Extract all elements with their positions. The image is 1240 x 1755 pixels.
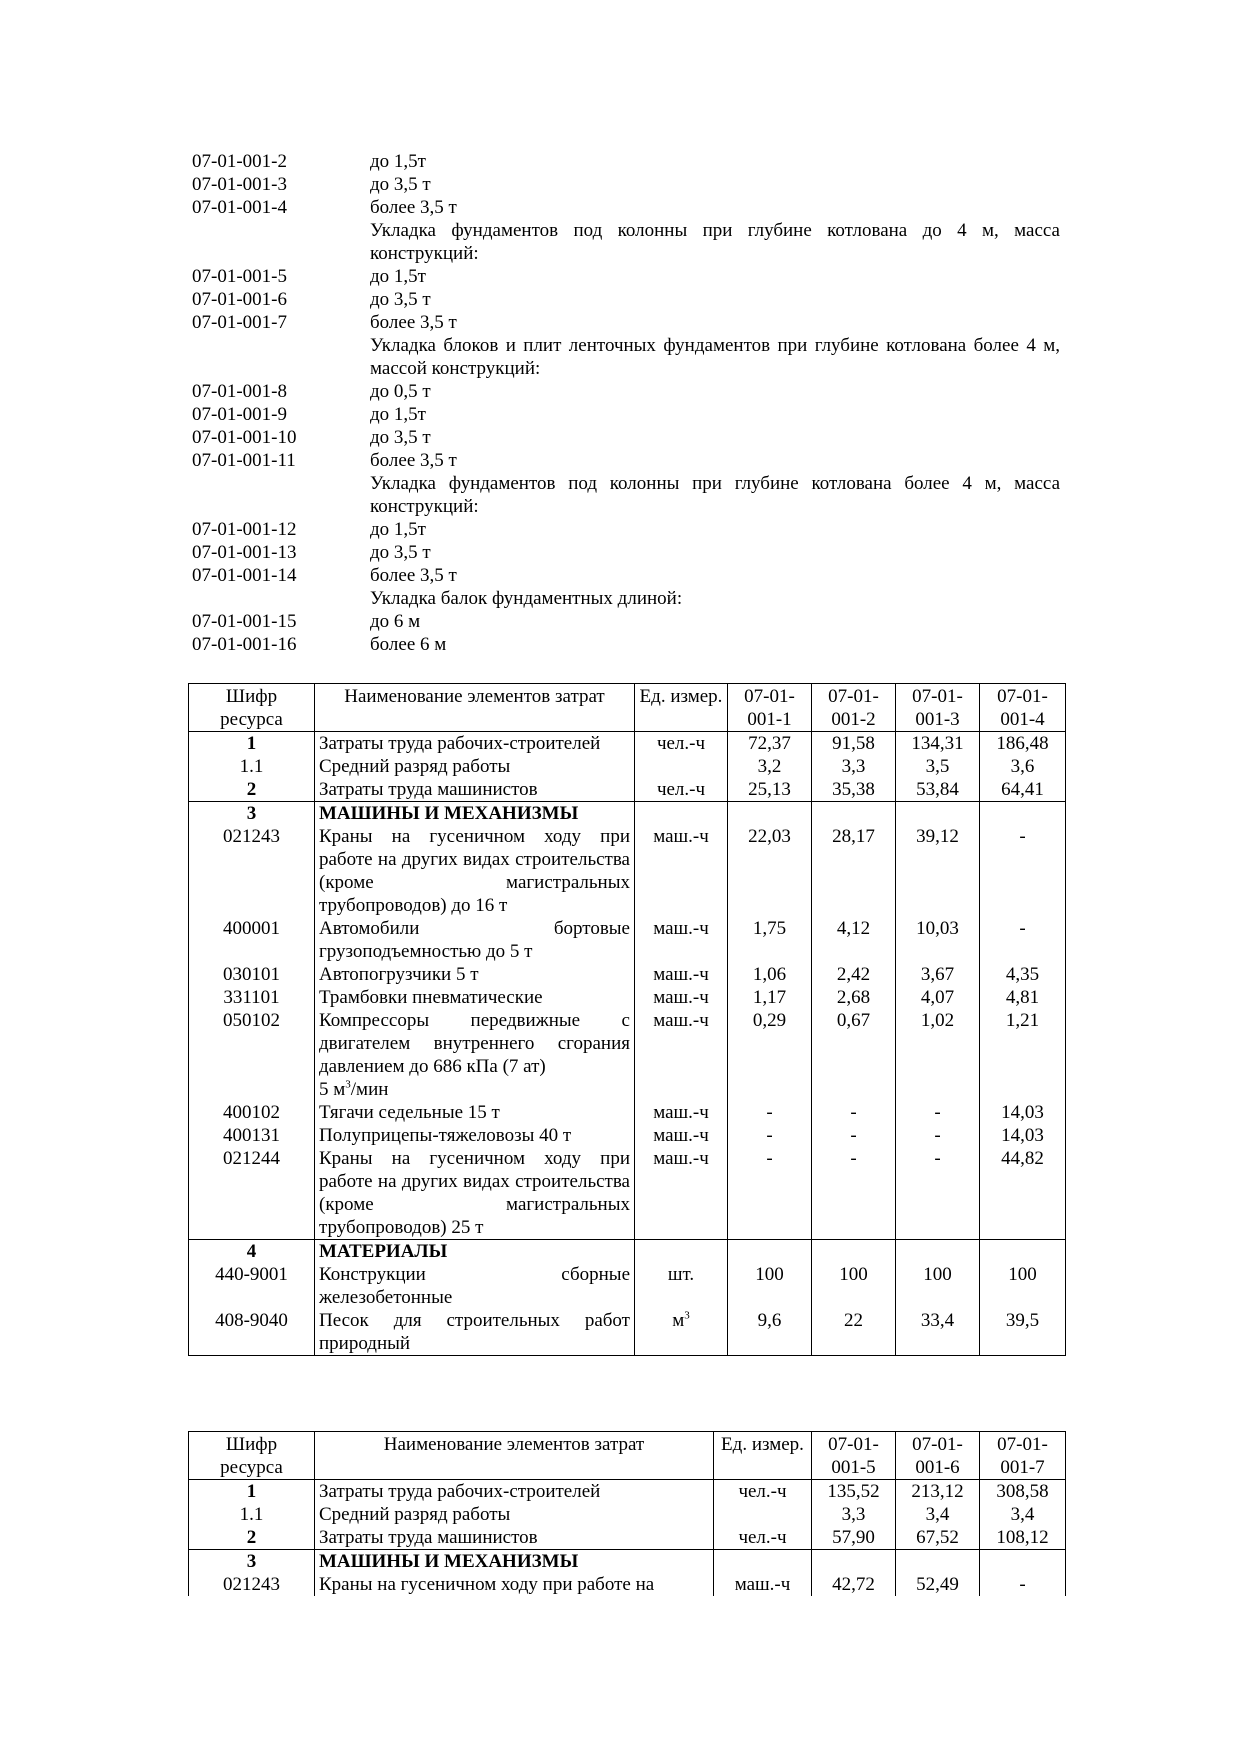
unit-text: м — [672, 1310, 685, 1331]
group-title-row — [189, 802, 1066, 826]
value-cell: - — [896, 1124, 980, 1147]
row-code — [192, 334, 370, 380]
resource-name-text: Автопогрузчики 5 т — [319, 964, 479, 985]
unit — [714, 1526, 812, 1550]
resource-name-text: Затраты труда рабочих-строителей — [319, 1481, 601, 1502]
unit — [635, 986, 728, 1009]
value-cell: - — [896, 1147, 980, 1240]
table-row — [189, 778, 1066, 802]
value-cell: 1,75 — [728, 917, 812, 963]
value-cell: 10,03 — [896, 917, 980, 963]
unit-text: чел.-ч — [656, 779, 706, 800]
resource-code: 021243 — [189, 825, 315, 917]
resource-name — [315, 778, 635, 802]
machines-group — [189, 1550, 1066, 1597]
code-list — [192, 150, 1060, 656]
table-row — [189, 1263, 1066, 1309]
unit-text: маш.-ч — [653, 964, 709, 985]
value-cell: 52,49 — [896, 1573, 980, 1596]
resource-name — [315, 1240, 635, 1264]
unit-text: маш.-ч — [653, 1148, 709, 1169]
unit-text: маш.-ч — [653, 918, 709, 939]
value-cell — [728, 802, 812, 826]
table-row — [189, 917, 1066, 963]
header-col: 07-01-001-7 — [980, 1432, 1066, 1480]
value-cell: 28,17 — [812, 825, 896, 917]
table-row — [189, 1573, 1066, 1596]
resource-name-text: Средний разряд работы — [319, 756, 511, 777]
unit — [635, 1309, 728, 1356]
resource-name — [315, 1573, 714, 1596]
group-title-row — [189, 1240, 1066, 1264]
row-code: 07-01-001-10 — [192, 427, 297, 448]
value-cell: 4,35 — [980, 963, 1066, 986]
header-code: Шифр ресурса — [189, 684, 315, 732]
value-cell: 3,4 — [980, 1503, 1066, 1526]
unit-text: маш.-ч — [653, 987, 709, 1008]
section-heading-row — [192, 219, 1060, 265]
row-code: 07-01-001-2 — [192, 151, 287, 172]
value-cell: 3,3 — [812, 755, 896, 778]
value-cell — [812, 802, 896, 826]
value-cell: 72,37 — [728, 732, 812, 756]
resource-table-2 — [188, 1431, 1066, 1596]
table-row — [189, 1480, 1066, 1504]
code-list-row — [192, 403, 1060, 426]
value-cell: 100 — [896, 1263, 980, 1309]
table-2-viewport — [0, 1431, 1240, 1598]
value-cell: - — [812, 1101, 896, 1124]
value-cell: - — [896, 1101, 980, 1124]
resource-name — [315, 986, 635, 1009]
resource-name — [315, 1503, 714, 1526]
unit — [635, 1147, 728, 1240]
row-code: 07-01-001-11 — [192, 450, 296, 471]
value-cell: 25,13 — [728, 778, 812, 802]
resource-name-text: Трамбовки пневматические — [319, 987, 543, 1008]
row-code: 07-01-001-3 — [192, 174, 287, 195]
group-title-row — [189, 1550, 1066, 1574]
row-code: 07-01-001-16 — [192, 634, 297, 655]
value-cell: 44,82 — [980, 1147, 1066, 1240]
header-unit: Ед. измер. — [714, 1432, 812, 1480]
resource-name-text: МАШИНЫ И МЕХАНИЗМЫ — [319, 1551, 579, 1572]
value-cell: 33,4 — [896, 1309, 980, 1356]
value-cell: - — [728, 1101, 812, 1124]
row-description: до 1,5т — [370, 151, 426, 172]
value-cell: 64,41 — [980, 778, 1066, 802]
unit-text: маш.-ч — [653, 1125, 709, 1146]
value-cell — [896, 1550, 980, 1574]
resource-code: 050102 — [189, 1009, 315, 1101]
row-code: 07-01-001-9 — [192, 404, 287, 425]
value-cell: 22,03 — [728, 825, 812, 917]
value-cell: 57,90 — [812, 1526, 896, 1550]
resource-code: 440-9001 — [189, 1263, 315, 1309]
value-cell: 3,4 — [896, 1503, 980, 1526]
code-list-row — [192, 173, 1060, 196]
resource-name-text: МАШИНЫ И МЕХАНИЗМЫ — [319, 803, 579, 824]
unit — [635, 825, 728, 917]
resource-code: 2 — [189, 1526, 315, 1550]
row-code — [192, 219, 370, 265]
value-cell: 213,12 — [896, 1480, 980, 1504]
row-description: более 6 м — [370, 634, 447, 655]
unit — [635, 1101, 728, 1124]
table-row — [189, 963, 1066, 986]
unit — [714, 1573, 812, 1596]
value-cell: 22 — [812, 1309, 896, 1356]
row-description: до 3,5 т — [370, 427, 431, 448]
resource-name-text: Тягачи седельные 15 т — [319, 1102, 500, 1123]
resource-code: 408-9040 — [189, 1309, 315, 1356]
value-cell: 91,58 — [812, 732, 896, 756]
value-cell — [896, 802, 980, 826]
value-cell: 53,84 — [896, 778, 980, 802]
table-row — [189, 1503, 1066, 1526]
resource-name-text: Краны на гусеничном ходу при работе на других видах строительства (кроме магистральных трубопроводов) 25 т — [319, 1148, 630, 1238]
row-code: 07-01-001-8 — [192, 381, 287, 402]
resource-name-text: Краны на гусеничном ходу при работе на других видах строительства (кроме магистральных трубопроводов) до 16 т — [319, 826, 630, 916]
section-heading: Укладка фундаментов под колонны при глубине котлована до 4 м, масса конструкций: — [370, 220, 1060, 264]
row-description: более 3,5 т — [370, 450, 457, 471]
resource-name-text: МАТЕРИАЛЫ — [319, 1241, 448, 1262]
resource-name-extra-tail: /мин — [350, 1079, 389, 1100]
labor-group — [189, 1480, 1066, 1550]
row-description: до 0,5 т — [370, 381, 431, 402]
value-cell: 14,03 — [980, 1101, 1066, 1124]
resource-name — [315, 1550, 714, 1574]
value-cell — [812, 1550, 896, 1574]
header-col: 07-01-001-2 — [812, 684, 896, 732]
unit — [635, 1124, 728, 1147]
unit — [714, 1480, 812, 1504]
header-col: 07-01-001-4 — [980, 684, 1066, 732]
header-code: Шифр ресурса — [189, 1432, 315, 1480]
unit — [635, 802, 728, 826]
value-cell: 134,31 — [896, 732, 980, 756]
unit-text: маш.-ч — [653, 1102, 709, 1123]
unit — [714, 1550, 812, 1574]
resource-name-text: Краны на гусеничном ходу при работе на — [319, 1574, 655, 1595]
value-cell: - — [980, 917, 1066, 963]
table-header — [189, 1432, 1066, 1480]
value-cell: 4,12 — [812, 917, 896, 963]
value-cell: 1,06 — [728, 963, 812, 986]
row-description: более 3,5 т — [370, 312, 457, 333]
value-cell: - — [980, 1573, 1066, 1596]
resource-name — [315, 917, 635, 963]
value-cell: - — [812, 1124, 896, 1147]
unit-text: чел.-ч — [738, 1527, 787, 1548]
value-cell: 1,21 — [980, 1009, 1066, 1101]
row-description: более 3,5 т — [370, 197, 457, 218]
table-row — [189, 1309, 1066, 1356]
value-cell: 4,07 — [896, 986, 980, 1009]
value-cell: 14,03 — [980, 1124, 1066, 1147]
unit-text: маш.-ч — [734, 1574, 791, 1595]
resource-name-extra: 5 м — [319, 1079, 346, 1100]
unit-text: маш.-ч — [653, 826, 709, 847]
row-description: до 1,5т — [370, 519, 426, 540]
unit — [635, 778, 728, 802]
code-list-row — [192, 150, 1060, 173]
unit — [714, 1503, 812, 1526]
resource-code: 3 — [189, 802, 315, 826]
resource-name-text: Затраты труда машинистов — [319, 779, 538, 800]
resource-name — [315, 732, 635, 756]
value-cell: 3,67 — [896, 963, 980, 986]
code-list-row — [192, 426, 1060, 449]
resource-code: 1.1 — [189, 755, 315, 778]
header-col: 07-01-001-3 — [896, 684, 980, 732]
value-cell: 39,12 — [896, 825, 980, 917]
section-heading: Укладка фундаментов под колонны при глубине котлована более 4 м, масса конструкций: — [370, 473, 1060, 517]
value-cell: 100 — [980, 1263, 1066, 1309]
resource-name — [315, 1009, 635, 1101]
table-row — [189, 755, 1066, 778]
value-cell: 135,52 — [812, 1480, 896, 1504]
superscript: 3 — [684, 1309, 690, 1322]
resource-name-text: Конструкции сборные железобетонные — [319, 1264, 630, 1308]
row-code — [192, 472, 370, 518]
resource-name — [315, 1526, 714, 1550]
value-cell: 42,72 — [812, 1573, 896, 1596]
resource-code: 3 — [189, 1550, 315, 1574]
row-description: до 6 м — [370, 611, 421, 632]
unit — [635, 917, 728, 963]
code-list-row — [192, 380, 1060, 403]
resource-code: 030101 — [189, 963, 315, 986]
value-cell: 4,81 — [980, 986, 1066, 1009]
value-cell: 100 — [728, 1263, 812, 1309]
unit — [635, 1263, 728, 1309]
code-list-row — [192, 449, 1060, 472]
code-list-row — [192, 196, 1060, 219]
resource-code: 400102 — [189, 1101, 315, 1124]
row-code: 07-01-001-12 — [192, 519, 297, 540]
value-cell: 9,6 — [728, 1309, 812, 1356]
resource-code: 1 — [189, 732, 315, 756]
code-list-row — [192, 564, 1060, 587]
section-heading: Укладка блоков и плит ленточных фундаментов при глубине котлована более 4 м, массой конструкций: — [370, 335, 1060, 379]
resource-name-text: Песок для строительных работ природный — [319, 1310, 630, 1354]
row-code: 07-01-001-6 — [192, 289, 287, 310]
value-cell: 35,38 — [812, 778, 896, 802]
section-heading-row — [192, 334, 1060, 380]
table-row — [189, 986, 1066, 1009]
resource-name — [315, 755, 635, 778]
header-name: Наименование элементов затрат — [315, 684, 635, 732]
resource-name — [315, 1124, 635, 1147]
resource-name — [315, 1147, 635, 1240]
resource-name — [315, 1263, 635, 1309]
value-cell: 2,68 — [812, 986, 896, 1009]
unit — [635, 1009, 728, 1101]
resource-code: 021243 — [189, 1573, 315, 1596]
table-row — [189, 825, 1066, 917]
resource-table-1 — [188, 683, 1066, 1356]
value-cell — [812, 1240, 896, 1264]
row-description: более 3,5 т — [370, 565, 457, 586]
row-description: до 1,5т — [370, 404, 426, 425]
value-cell: 39,5 — [980, 1309, 1066, 1356]
resource-code: 2 — [189, 778, 315, 802]
resource-code: 1 — [189, 1480, 315, 1504]
row-description: до 3,5 т — [370, 542, 431, 563]
value-cell: 2,42 — [812, 963, 896, 986]
row-code: 07-01-001-4 — [192, 197, 287, 218]
resource-code: 021244 — [189, 1147, 315, 1240]
unit-text: чел.-ч — [656, 733, 706, 754]
value-cell: 3,6 — [980, 755, 1066, 778]
resource-name — [315, 1480, 714, 1504]
unit-text: маш.-ч — [653, 1010, 709, 1031]
value-cell: 100 — [812, 1263, 896, 1309]
header-name: Наименование элементов затрат — [315, 1432, 714, 1480]
table-row — [189, 1147, 1066, 1240]
value-cell: 3,3 — [812, 1503, 896, 1526]
row-code: 07-01-001-14 — [192, 565, 297, 586]
value-cell: - — [812, 1147, 896, 1240]
resource-code: 1.1 — [189, 1503, 315, 1526]
resource-name-text: Затраты труда машинистов — [319, 1527, 538, 1548]
resource-name-text: Компрессоры передвижные с двигателем внутреннего сгорания давлением до 686 кПа (7 ат) — [319, 1010, 630, 1077]
unit — [635, 1240, 728, 1264]
code-list-row — [192, 288, 1060, 311]
value-cell: 3,2 — [728, 755, 812, 778]
value-cell — [980, 802, 1066, 826]
table-header — [189, 684, 1066, 732]
machines-group — [189, 802, 1066, 1240]
resource-name — [315, 802, 635, 826]
table-row — [189, 1124, 1066, 1147]
resource-name — [315, 1101, 635, 1124]
row-code: 07-01-001-13 — [192, 542, 297, 563]
row-code: 07-01-001-15 — [192, 611, 297, 632]
unit-text: шт. — [667, 1264, 695, 1285]
value-cell — [980, 1240, 1066, 1264]
row-description: до 1,5т — [370, 266, 426, 287]
table-row — [189, 732, 1066, 756]
header-col: 07-01-001-1 — [728, 684, 812, 732]
value-cell: 0,29 — [728, 1009, 812, 1101]
section-heading: Укладка балок фундаментных длиной: — [370, 588, 683, 609]
table-row — [189, 1101, 1066, 1124]
materials-group — [189, 1240, 1066, 1356]
code-list-row — [192, 633, 1060, 656]
value-cell: 0,67 — [812, 1009, 896, 1101]
value-cell — [980, 1550, 1066, 1574]
value-cell: 186,48 — [980, 732, 1066, 756]
value-cell: 67,52 — [896, 1526, 980, 1550]
table-row — [189, 1526, 1066, 1550]
header-col: 07-01-001-5 — [812, 1432, 896, 1480]
superscript: 3 — [345, 1078, 351, 1091]
value-cell: - — [728, 1147, 812, 1240]
row-description: до 3,5 т — [370, 289, 431, 310]
value-cell: 3,5 — [896, 755, 980, 778]
code-list-row — [192, 541, 1060, 564]
section-heading-row — [192, 587, 1060, 610]
resource-name — [315, 825, 635, 917]
resource-code: 4 — [189, 1240, 315, 1264]
unit — [635, 963, 728, 986]
labor-group — [189, 732, 1066, 802]
unit — [635, 732, 728, 756]
resource-name-text: Затраты труда рабочих-строителей — [319, 733, 601, 754]
row-description: до 3,5 т — [370, 174, 431, 195]
value-cell: 108,12 — [980, 1526, 1066, 1550]
unit — [635, 755, 728, 778]
row-code — [192, 587, 370, 610]
code-list-row — [192, 311, 1060, 334]
value-cell: - — [728, 1124, 812, 1147]
section-heading-row — [192, 472, 1060, 518]
table-row — [189, 1009, 1066, 1101]
resource-name-text: Средний разряд работы — [319, 1504, 511, 1525]
code-list-row — [192, 610, 1060, 633]
code-list-row — [192, 518, 1060, 541]
resource-name-text: Полуприцепы-тяжеловозы 40 т — [319, 1125, 572, 1146]
resource-name — [315, 1309, 635, 1356]
resource-code: 400131 — [189, 1124, 315, 1147]
value-cell — [896, 1240, 980, 1264]
value-cell: - — [980, 825, 1066, 917]
resource-name-text: Автомобили бортовые грузоподъемностью до 5 т — [319, 918, 630, 962]
resource-code: 400001 — [189, 917, 315, 963]
unit-text: чел.-ч — [738, 1481, 787, 1502]
code-list-row — [192, 265, 1060, 288]
resource-name — [315, 963, 635, 986]
resource-code: 331101 — [189, 986, 315, 1009]
row-code: 07-01-001-5 — [192, 266, 287, 287]
value-cell: 1,17 — [728, 986, 812, 1009]
value-cell: 1,02 — [896, 1009, 980, 1101]
value-cell — [728, 1240, 812, 1264]
header-col: 07-01-001-6 — [896, 1432, 980, 1480]
header-unit: Ед. измер. — [635, 684, 728, 732]
row-code: 07-01-001-7 — [192, 312, 287, 333]
value-cell: 308,58 — [980, 1480, 1066, 1504]
